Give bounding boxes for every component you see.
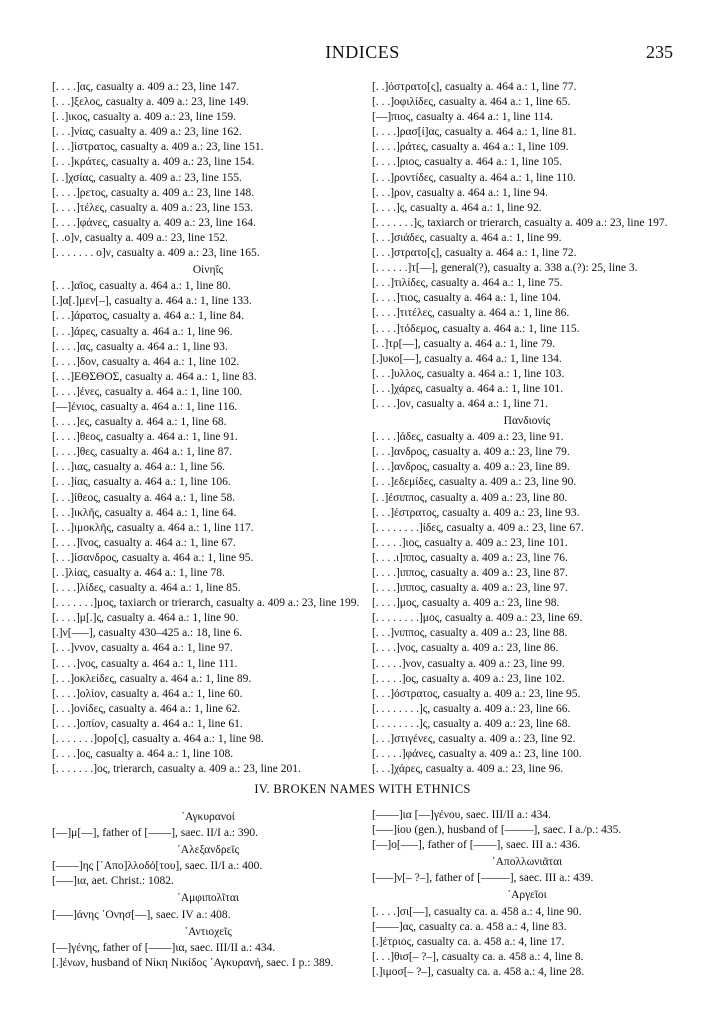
index-entry: [. . .]οφιλίδες, casualty a. 464 a.: 1, line 65. <box>372 96 571 109</box>
index-entry: [. . .]σιάδες, casualty a. 464 a.: 1, line 99. <box>372 231 562 244</box>
index-entry: [.]ν[–––], casualty 430–425 a.: 18, line 6. <box>52 627 243 640</box>
index-entry: [. . .]ρον, casualty a. 464 a.: 1, line 94. <box>372 186 549 199</box>
index-entry: [. . .]ανδρος, casualty a. 409 a.: 23, line 79. <box>372 446 570 459</box>
index-entry: [. . . .]ς, casualty a. 464 a.: 1, line 92. <box>372 201 542 214</box>
index-entry: [––]ένιος, casualty a. 464 a.: 1, line 116. <box>52 400 238 413</box>
index-entry: [.]ένων, husband of Νίκη Νικίδος ᾿Αγκυρανή, saec. I p.: 389. <box>52 956 334 969</box>
tribe-heading: ᾿Αμφιπολῖται <box>177 892 239 905</box>
index-entry: [. . . .]μ[.]ς, casualty a. 464 a.: 1, line 90. <box>52 612 239 625</box>
index-entry: [. . . . . . . .]ς, casualty a. 409 a.: 23, line 66. <box>372 702 571 715</box>
index-entry: [. . .]ννον, casualty a. 464 a.: 1, line 97. <box>52 642 233 655</box>
index-entry: [. . .]θισ[– ?–], casualty ca. a. 458 a.: 4, line 8. <box>372 950 584 963</box>
index-entry: [. . .]ίσανδρος, casualty a. 464 a.: 1, line 95. <box>52 551 254 564</box>
index-entry: [. . . .]νος, casualty a. 464 a.: 1, line 111. <box>52 657 238 670</box>
index-entry: [. . . . . . . .]μος, casualty a. 409 a.: 23, line 69. <box>372 612 583 625</box>
index-entry: [. . . . . . .]ος, trierarch, casualty a. 409 a.: 23, line 201. <box>52 763 301 776</box>
index-entry: [–––]ια, aet. Christ.: 1082. <box>52 875 174 888</box>
index-entry: [––]γένης, father of [––––]ια, saec. III/II a.: 434. <box>52 941 276 954</box>
index-entry: [. . . .]θεος, casualty a. 464 a.: 1, line 91. <box>52 431 238 444</box>
index-entry: [. . . .]οπίον, casualty a. 464 a.: 1, line 61. <box>52 717 243 730</box>
index-entry: [. . . . .]νον, casualty a. 409 a.: 23, line 99. <box>372 657 565 670</box>
index-entry: [. . . .]λίδες, casualty a. 464 a.: 1, line 85. <box>52 582 241 595</box>
index-entry: [––––]ια [––]γένου, saec. III/II a.: 434. <box>372 809 552 821</box>
index-entry: [. . .]χάρες, casualty a. 409 a.: 23, line 96. <box>372 763 564 776</box>
index-entry: [. . . .]νος, casualty a. 409 a.: 23, line 86. <box>372 642 559 655</box>
index-entry: [. . .]εδεμίδες, casualty a. 409 a.: 23, line 90. <box>372 476 577 489</box>
index-entry: [. . . . . . .]ς, taxiarch or trierarch, casualty a. 409 a.: 23, line 197. <box>372 216 668 229</box>
index-entry: [. . . .]ριος, casualty a. 464 a.: 1, line 105. <box>372 156 562 169</box>
index-entry: [. . .]ικλῆς, casualty a. 464 a.: 1, line 64. <box>52 506 237 519</box>
index-entry: [. .]χσίας, casualty a. 409 a.: 23, line 155. <box>52 171 242 184</box>
index-entry: [. . . .]ρασ[ί]ας, casualty a. 464 a.: 1, line 81. <box>372 126 577 139</box>
index-entry: [. . . .]ένες, casualty a. 464 a.: 1, line 100. <box>52 385 243 398</box>
index-entry: [. .]τρ[––], casualty a. 464 a.: 1, line 79. <box>372 337 556 350</box>
index-entry: [. . . .]τέλες, casualty a. 409 a.: 23, line 153. <box>52 201 254 214</box>
index-entry: [. . . . .]ος, casualty a. 409 a.: 23, line 102. <box>372 672 565 685</box>
index-entry: [. .]έσιππος, casualty a. 409 a.: 23, line 80. <box>372 491 568 504</box>
tribe-heading: ᾿Αλεξανδρεῖς <box>176 844 240 857</box>
index-entry: [–––]ίου (gen.), husband of [–––––], saec. I a./p.: 435. <box>372 824 622 837</box>
index-entry: [––]ο[–––], father of [––––], saec. III a.: 436. <box>372 839 581 852</box>
index-entry: [. .]όστρατο[ς], casualty a. 464 a.: 1, line 77. <box>372 81 577 93</box>
index-entry: [–––]άνης ᾿Ονησ[––], saec. IV a.: 408. <box>52 908 231 921</box>
index-entry: [. . .]κράτες, casualty a. 409 a.: 23, line 154. <box>52 156 255 169</box>
tribe-heading: ᾿Αργεῖοι <box>507 889 547 902</box>
index-column-right <box>372 80 682 777</box>
index-entry: [. . .]στρατο[ς], casualty a. 464 a.: 1, line 72. <box>372 247 577 260</box>
index-column-left <box>52 80 364 777</box>
index-entry: [. . . .]τόδεμος, casualty a. 464 a.: 1, line 115. <box>372 322 580 335</box>
index-entry: [. . .]ροντίδες, casualty a. 464 a.: 1, line 110. <box>372 171 576 184</box>
index-entry: [. . .]ίας, casualty a. 464 a.: 1, line 106. <box>52 476 231 489</box>
index-entry: [. . . .ι]ππος, casualty a. 409 a.: 23, line 76. <box>372 551 568 564</box>
page-header-title: INDICES <box>325 42 400 62</box>
index-entry: [. . .]όστρατος, casualty a. 409 a.: 23, line 95. <box>372 687 581 700</box>
index-entry: [. . .]ΕΘΣΘΟΣ, casualty a. 464 a.: 1, line 83. <box>52 370 257 383</box>
index-entry: [. . .]χάρες, casualty a. 464 a.: 1, line 101. <box>372 382 564 395</box>
index-entry: [. . . .]ας, casualty a. 464 a.: 1, line 93. <box>52 340 228 353</box>
section-title: IV. BROKEN NAMES WITH ETHNICS <box>254 782 471 796</box>
index-entry: [. . . . . . .]ορο[ς], casualty a. 464 a.: 1, line 98. <box>52 733 264 746</box>
index-entry: [. . . . . . . .]ίδες, casualty a. 409 a.: 23, line 67. <box>372 521 584 534</box>
index-entry: [. . . . .]φάνες, casualty a. 409 a.: 23, line 100. <box>372 748 582 761</box>
index-entry: [. . . . . . . o]ν, casualty a. 409 a.: 23, line 165. <box>52 247 260 260</box>
tribe-heading: Πανδιονίς <box>503 415 551 428</box>
index-entry: [. . . .]θες, casualty a. 464 a.: 1, line 87. <box>52 446 233 459</box>
tribe-heading: ᾿Αγκυρανοί <box>181 811 235 823</box>
index-entry: [.]έτριος, casualty ca. a. 458 a.: 4, line 17. <box>372 935 565 948</box>
index-entry: [. . . .]ον, casualty a. 464 a.: 1, line 71. <box>372 397 549 410</box>
index-entry: [. . . .]ιππος, casualty a. 409 a.: 23, line 97. <box>372 582 568 595</box>
tribe-heading: ᾿Απολλωνιᾶται <box>491 856 563 869</box>
index-entry: [. . . .]ας, casualty a. 409 a.: 23, line 147. <box>52 81 240 93</box>
index-entry: [. . .]ιας, casualty a. 464 a.: 1, line 56. <box>52 461 226 474</box>
index-entry: [. . . .]σι[––], casualty ca. a. 458 a.: 4, line 90. <box>372 905 582 918</box>
index-entry: [. . . . . .]τ[––], general(?), casualty a. 338 a.(?): 25, line 3. <box>372 262 638 275</box>
index-entry: [. . .]ονίδες, casualty a. 464 a.: 1, line 62. <box>52 702 241 715</box>
index-entry: [.]υκο[––], casualty a. 464 a.: 1, line 134. <box>372 352 562 365</box>
index-entry: [. . . .]ιππος, casualty a. 409 a.: 23, line 87. <box>372 567 568 579</box>
index-entry: [. . .]νίας, casualty a. 409 a.: 23, line 162. <box>52 126 242 139</box>
index-entry: [. . . .]ολίον, casualty a. 464 a.: 1, line 60. <box>52 687 243 700</box>
index-entry: [–––]ν[– ?–], father of [–––––], saec. III a.: 439. <box>372 872 594 885</box>
index-entry: [––––]ης [᾿Απο]λλοδό[του], saec. II/I a.: 400. <box>52 860 263 873</box>
index-entry: [. . . .]άδες, casualty a. 409 a.: 23, line 91. <box>372 431 564 444</box>
ethnics-column-left <box>52 808 364 971</box>
index-entry: [. .]λίας, casualty a. 464 a.: 1, line 78. <box>52 567 225 579</box>
index-entry: [. .o]ν, casualty a. 409 a.: 23, line 152. <box>52 231 229 244</box>
index-entry: [. . .]ανδρος, casualty a. 409 a.: 23, line 89. <box>372 461 570 474</box>
tribe-heading: ᾿Αντιοχεῖς <box>184 925 232 938</box>
index-entry: [. . .]έστρατος, casualty a. 409 a.: 23, line 93. <box>372 506 580 519</box>
index-entry: [. .]ικος, casualty a. 409 a.: 23, line 159. <box>52 111 237 124</box>
index-entry: [. . . .]φάνες, casualty a. 409 a.: 23, line 164. <box>52 216 256 229</box>
index-entry: [. . . . . . .]μος, taxiarch or trierarch, casualty a. 409 a.: 23, line 199. <box>52 597 360 610</box>
index-entry: [. . .]στιγένες, casualty a. 409 a.: 23, line 92. <box>372 733 576 746</box>
index-entry: [. . .]υλλος, casualty a. 464 a.: 1, line 103. <box>372 367 565 380</box>
index-entry: [.]ιμοσ[– ?–], casualty ca. a. 458 a.: 4, line 28. <box>372 965 585 978</box>
index-entry: [––]πιος, casualty a. 464 a.: 1, line 114. <box>372 111 554 124</box>
index-entry: [. . . .]ες, casualty a. 464 a.: 1, line 68. <box>52 416 227 429</box>
index-entry: [. . .]νιππος, casualty a. 409 a.: 23, line 88. <box>372 627 568 640</box>
index-entry: [. . . .]ράτες, casualty a. 464 a.: 1, line 109. <box>372 141 569 154</box>
index-entry: [. . .]αῖος, casualty a. 464 a.: 1, line 80. <box>52 280 231 293</box>
index-entry: [.]α[.]μεν[–], casualty a. 464 a.: 1, line 133. <box>52 295 252 308</box>
index-entry: [. . . .]δον, casualty a. 464 a.: 1, line 102. <box>52 355 240 368</box>
index-entry: [. . .]ίθεος, casualty a. 464 a.: 1, line 58. <box>52 491 236 504</box>
index-entry: [. . . .]ῖνος, casualty a. 464 a.: 1, line 67. <box>52 536 236 549</box>
tribe-heading: Οἰνηΐς <box>192 264 224 277</box>
index-entry: [. . .]ιμοκλῆς, casualty a. 464 a.: 1, line 117. <box>52 521 254 534</box>
index-entry: [. . . .]τιτέλες, casualty a. 464 a.: 1, line 86. <box>372 307 570 320</box>
ethnics-column-right <box>372 808 682 980</box>
index-entry: [. . .]ίστρατος, casualty a. 409 a.: 23, line 151. <box>52 141 264 154</box>
index-entry: [. . . .]ος, casualty a. 464 a.: 1, line 108. <box>52 748 234 761</box>
index-entry: [. . . .]τιος, casualty a. 464 a.: 1, line 104. <box>372 292 561 305</box>
index-entry: [––]μ[––], father of [––––], saec. II/I a.: 390. <box>52 827 259 840</box>
index-entry: [. . .]οκλείδες, casualty a. 464 a.: 1, line 89. <box>52 672 252 685</box>
page-number: 235 <box>646 42 673 62</box>
index-entry: [. . . .]ρετος, casualty a. 409 a.: 23, line 148. <box>52 186 255 199</box>
index-entry: [––––]ας, casualty ca. a. 458 a.: 4, line 83. <box>372 920 567 933</box>
index-entry: [. . . . .]ιος, casualty a. 409 a.: 23, line 101. <box>372 536 568 549</box>
index-entry: [. . .]άρες, casualty a. 464 a.: 1, line 96. <box>52 325 233 338</box>
index-entry: [. . .]τιλίδες, casualty a. 464 a.: 1, line 75. <box>372 277 563 290</box>
index-entry: [. . .]ξελος, casualty a. 409 a.: 23, line 149. <box>52 96 249 109</box>
index-entry: [. . .]άρατος, casualty a. 464 a.: 1, line 84. <box>52 310 245 323</box>
index-entry: [. . . . . . . .]ς, casualty a. 409 a.: 23, line 68. <box>372 717 571 730</box>
index-entry: [. . . .]μος, casualty a. 409 a.: 23, line 98. <box>372 597 560 610</box>
